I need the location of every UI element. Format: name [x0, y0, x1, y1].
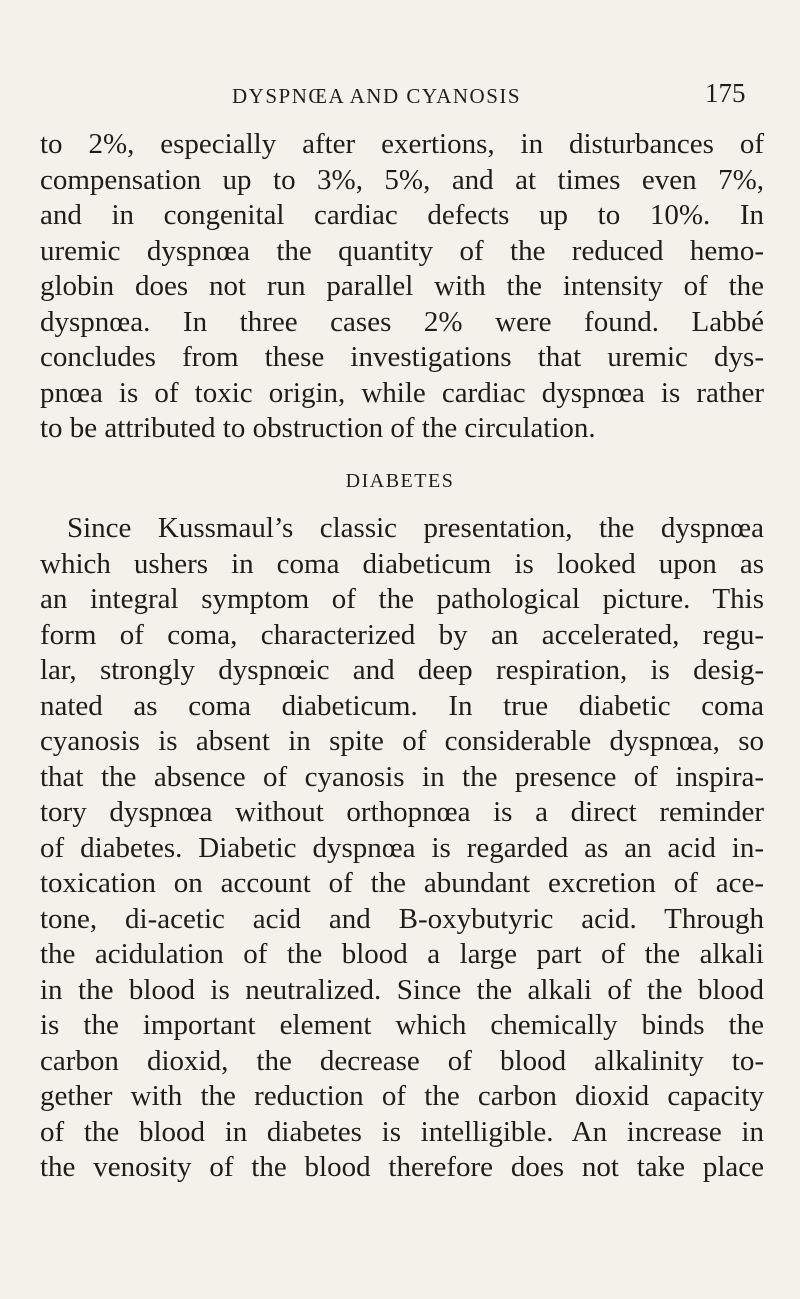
paragraph-1-line-9: to be attributed to obstruction of the circulation. [40, 412, 596, 444]
page-number: 175 [705, 78, 746, 108]
paragraph-2-line-18: of the blood in diabetes is intelligible. An increase in [40, 1116, 764, 1148]
paragraph-2-line-16: carbon dioxid, the decrease of blood alkalinity to- [40, 1045, 764, 1077]
paragraph-2-line-4: form of coma, characterized by an accelerated, regu- [40, 619, 764, 651]
paragraph-2-line-5: lar, strongly dyspnœic and deep respiration, is desig- [40, 654, 764, 686]
paragraph-1-line-6: dyspnœa. In three cases 2% were found. Labbé [40, 306, 764, 338]
paragraph-2-line-17: gether with the reduction of the carbon dioxid capacity [40, 1080, 764, 1112]
section-heading: DIABETES [345, 470, 455, 492]
paragraph-2-line-2: which ushers in coma diabeticum is looked upon as [40, 548, 764, 580]
paragraph-2-line-11: toxication on account of the abundant excretion of ace- [40, 867, 764, 899]
paragraph-2-line-15: is the important element which chemically binds the [40, 1009, 764, 1041]
paragraph-1-line-7: concludes from these investigations that uremic dys- [40, 341, 764, 373]
paragraph-1-line-4: uremic dyspnœa the quantity of the reduced hemo- [40, 235, 764, 267]
paragraph-2-line-6: nated as coma diabeticum. In true diabetic coma [40, 690, 764, 722]
paragraph-1-line-8: pnœa is of toxic origin, while cardiac dyspnœa is rather [40, 377, 764, 409]
paragraph-2-line-1: Since Kussmaul’s classic presentation, the dyspnœa [67, 512, 764, 544]
paragraph-2-line-14: in the blood is neutralized. Since the alkali of the blood [40, 974, 764, 1006]
paragraph-2-line-13: the acidulation of the blood a large part of the alkali [40, 938, 764, 970]
paragraph-1-line-1: to 2%, especially after exertions, in disturbances of [40, 128, 764, 160]
paragraph-2-line-9: tory dyspnœa without orthopnœa is a direct reminder [40, 796, 764, 828]
paragraph-1-line-3: and in congenital cardiac defects up to 10%. In [40, 199, 764, 231]
paragraph-2-line-8: that the absence of cyanosis in the presence of inspira- [40, 761, 764, 793]
paragraph-2-line-12: tone, di-acetic acid and B-oxybutyric acid. Through [40, 903, 764, 935]
paragraph-2-line-19: the venosity of the blood therefore does not take place [40, 1151, 764, 1183]
paragraph-1-line-5: globin does not run parallel with the intensity of the [40, 270, 764, 302]
running-head: DYSPNŒA AND CYANOSIS [232, 84, 522, 108]
paragraph-2-line-10: of diabetes. Diabetic dyspnœa is regarded as an acid in- [40, 832, 764, 864]
paragraph-2-line-7: cyanosis is absent in spite of considerable dyspnœa, so [40, 725, 764, 757]
paragraph-2-line-3: an integral symptom of the pathological picture. This [40, 583, 764, 615]
paragraph-1-line-2: compensation up to 3%, 5%, and at times even 7%, [40, 164, 764, 196]
